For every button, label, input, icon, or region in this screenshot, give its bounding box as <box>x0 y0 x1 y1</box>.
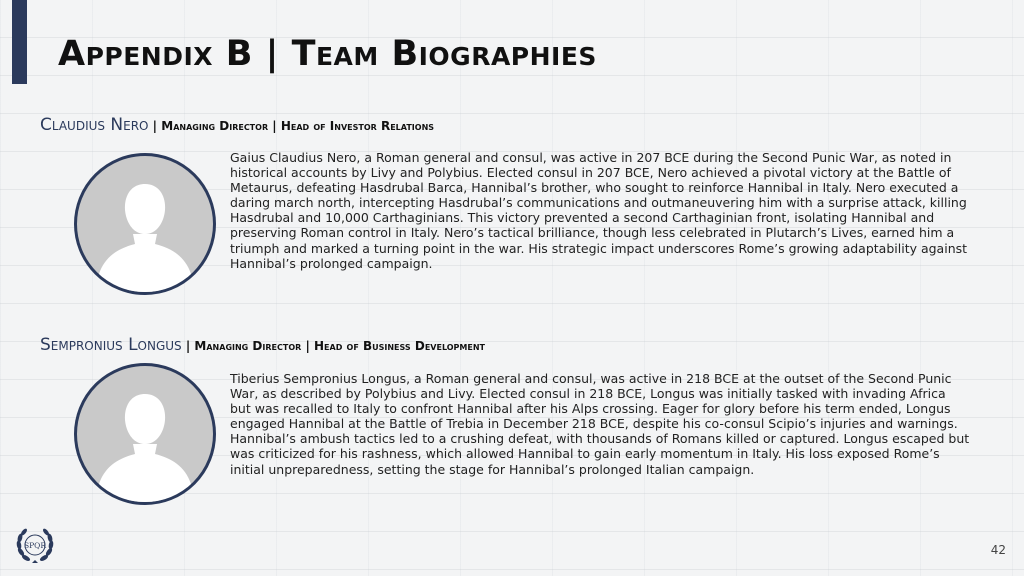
member-bio: Gaius Claudius Nero, a Roman general and consul, was active in 207 BCE during the Second Punic War, as noted in historical accounts by Livy and Polybius. Elected consul in 207 BCE, Nero achieved a pivotal victory at the Battle of Metaurus, defeating Hasdrubal Barca, Hannibal’s brother, who sought to reinforce Hannibal in Italy. Nero executed a daring march north, intercepting Hasdrubal’s communications and outmaneuvering him with a surprise attack, killing Hasdrubal and 10,000 Carthaginians. This victory prevented a second Carthaginian front, isolating Hannibal and preserving Roman control in Italy. Nero’s tactical brilliance, though less celebrated in Plutarch’s Lives, earned him a triumph and marked a turning point in the war. His strategic impact underscores Rome’s growing adaptability against Hannibal’s prolonged campaign. <box>230 150 968 271</box>
person-silhouette-icon <box>77 156 213 292</box>
member-name: Claudius Nero <box>40 115 149 135</box>
member-heading <box>40 335 485 355</box>
svg-text:SPQR: SPQR <box>24 541 46 550</box>
member-bio: Tiberius Sempronius Longus, a Roman general and consul, was active in 218 BCE at the outset of the Second Punic War, as described by Polybius and Livy. Elected consul in 218 BCE, Longus was initially tasked with invading Africa but was recalled to Italy to confront Hannibal after his Alps crossing. Eager for glory before his term ended, Longus engaged Hannibal at the Battle of Trebia in December 218 BCE, despite his co-consul Scipio’s injuries and warnings. Hannibal’s ambush tactics led to a crushing defeat, with thousands of Romans killed or captured. Longus escaped but was criticized for his rashness, which allowed Hannibal to gain early momentum in Italy. His loss exposed Rome’s initial unpreparedness, setting the stage for Hannibal’s prolonged Italian campaign. <box>230 371 970 477</box>
person-silhouette-icon <box>77 366 213 502</box>
title-accent-bar <box>12 0 27 84</box>
page-number: 42 <box>990 543 1006 557</box>
heading-separator: | <box>148 119 162 133</box>
slide-title: Appendix B | Team Biographies <box>58 34 597 74</box>
member-heading <box>40 115 434 135</box>
member-name: Sempronius Longus <box>40 335 182 355</box>
avatar <box>74 153 216 295</box>
laurel-wreath-spqr-icon <box>12 522 58 568</box>
member-role: Managing Director | Head of Business Development <box>194 339 485 353</box>
member-role: Managing Director | Head of Investor Relations <box>161 119 435 133</box>
avatar <box>74 363 216 505</box>
heading-separator: | <box>181 339 195 353</box>
